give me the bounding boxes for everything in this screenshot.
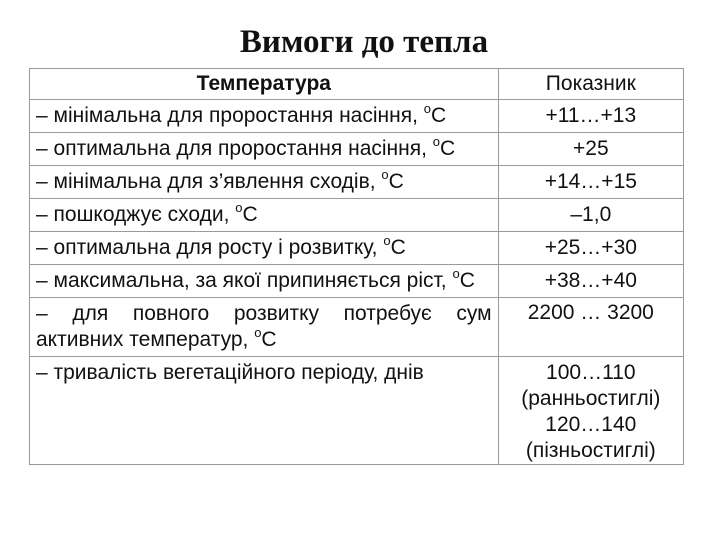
row-label: – оптимальна для росту і розвитку, $^о$C [30, 232, 499, 265]
row-value: +25…+30 [498, 232, 683, 265]
row-value: –1,0 [498, 199, 683, 232]
row-value: +11…+13 [498, 100, 683, 133]
row-label: – оптимальна для проростання насіння, $^о$C [30, 133, 499, 166]
table-row-vegetation-period [30, 357, 684, 465]
heat-requirements-table [29, 68, 684, 465]
row-value: +38…+40 [498, 265, 683, 298]
late-label: (пізньостиглі) [525, 439, 656, 462]
row-label [30, 298, 499, 357]
table-header-row [30, 69, 684, 100]
table-row-active-temperatures [30, 298, 684, 357]
early-label: (ранньостиглі) [521, 387, 661, 410]
table-row [30, 199, 684, 232]
early-days-value: 100…110 [546, 361, 636, 384]
table-row [30, 133, 684, 166]
row-value: +14…+15 [498, 166, 683, 199]
row-value: 2200 … 3200 [498, 298, 683, 357]
row-label-line-2: активних температур, $^о$C [36, 325, 277, 351]
row-label: – максимальна, за якої припиняється ріст, $^о$C [30, 265, 499, 298]
row-label: – мінімальна для проростання насіння, $^о$C [30, 100, 499, 133]
table-row [30, 232, 684, 265]
row-label: – тривалість вегетаційного періоду, днів [30, 357, 499, 465]
late-days-value: 120…140 [545, 413, 637, 436]
header-temperature: Температура [30, 69, 499, 100]
table-row [30, 100, 684, 133]
row-label-line-1: – для повного розвитку потребує сум [36, 302, 492, 325]
row-value: +25 [498, 133, 683, 166]
table-row [30, 265, 684, 298]
row-label: – мінімальна для з’явлення сходів, $^о$C [30, 166, 499, 199]
row-value-list [498, 357, 683, 465]
row-label: – пошкоджує сходи, $^о$C [30, 199, 499, 232]
slide-title: Вимоги до тепла [239, 24, 489, 60]
header-value: Показник [498, 69, 683, 100]
table-row [30, 166, 684, 199]
